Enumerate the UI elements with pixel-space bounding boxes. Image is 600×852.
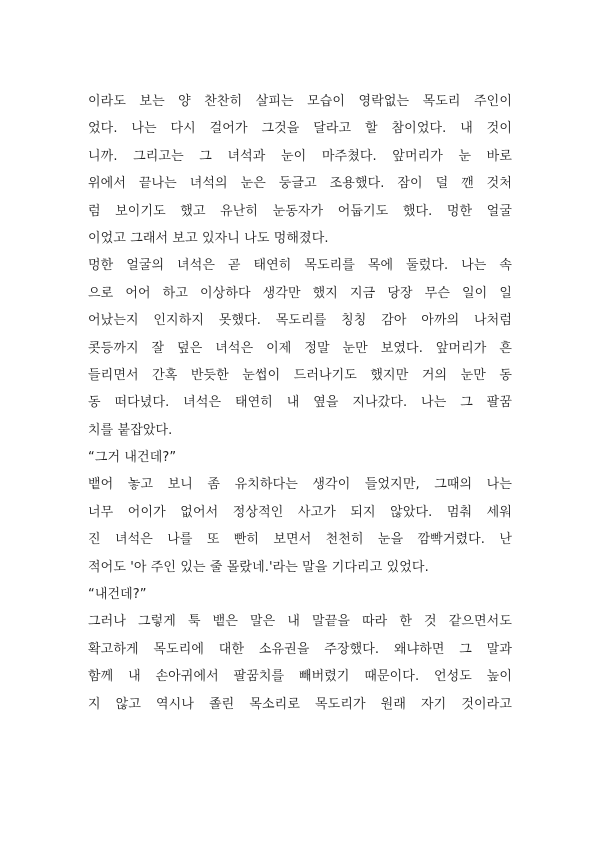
text-line: 확고하게 목도리에 대한 소유권을 주장했다. 왜냐하면 그 말과 [88,641,512,657]
body-text [88,88,512,718]
text-line: 멍한 얼굴의 녀석은 곧 태연히 목도리를 목에 둘렀다. 나는 속 [88,258,512,274]
text-line: 콧등까지 잘 덮은 녀석은 이제 정말 눈만 보였다. 앞머리가 흔 [88,340,512,356]
text-line: 진 녀석은 나를 또 빤히 보면서 천천히 눈을 깜빡거렸다. 난 [88,532,512,548]
text-line: 너무 어이가 없어서 정상적인 사고가 되지 않았다. 멈춰 세워 [88,504,512,520]
text-line: 니까. 그리고는 그 녀석과 눈이 마주쳤다. 앞머리가 눈 바로 [88,148,512,164]
text-line: 치를 붙잡았다. [88,422,173,438]
text-line: 그러나 그렇게 툭 뱉은 말은 내 말끝을 따라 한 것 같으면서도 [88,614,512,630]
text-line: 으로 어어 하고 이상하다 생각만 했지 지금 당장 무슨 일이 일 [88,285,512,301]
text-line: 럼 보이기도 했고 유난히 눈동자가 어둡기도 했다. 멍한 얼굴 [88,203,512,219]
text-line: 지 않고 역시나 졸린 목소리로 목도리가 원래 자기 것이라고 [88,696,512,712]
text-line: 이었고 그래서 보고 있자니 나도 멍해졌다. [88,230,329,246]
text-line: “내건데?” [88,587,147,603]
text-line: 함께 내 손아귀에서 팔꿈치를 빼버렸기 때문이다. 언성도 높이 [88,669,512,685]
text-line: 어났는지 인지하지 못했다. 목도리를 칭칭 감아 아까의 나처럼 [88,313,512,329]
text-line: 이라도 보는 양 찬찬히 살피는 모습이 영락없는 목도리 주인이 [88,94,512,109]
text-line: 었다. 나는 다시 걸어가 그것을 달라고 할 참이었다. 내 것이 [88,121,512,137]
text-line: 적어도 '아 주인 있는 줄 몰랐네.'라는 말을 기다리고 있었다. [88,559,429,575]
text-line: 들리면서 간혹 반듯한 눈썹이 드러나기도 했지만 거의 눈만 동 [88,367,512,383]
text-line: 뱉어 놓고 보니 좀 유치하다는 생각이 들었지만, 그때의 나는 [88,477,512,493]
text-line: 위에서 끝나는 녀석의 눈은 둥글고 조용했다. 잠이 덜 깬 것처 [88,176,512,192]
text-line: “그거 내건데?” [88,450,177,466]
text-line: 동 떠다녔다. 녀석은 태연히 내 옆을 지나갔다. 나는 그 팔꿈 [88,395,512,411]
